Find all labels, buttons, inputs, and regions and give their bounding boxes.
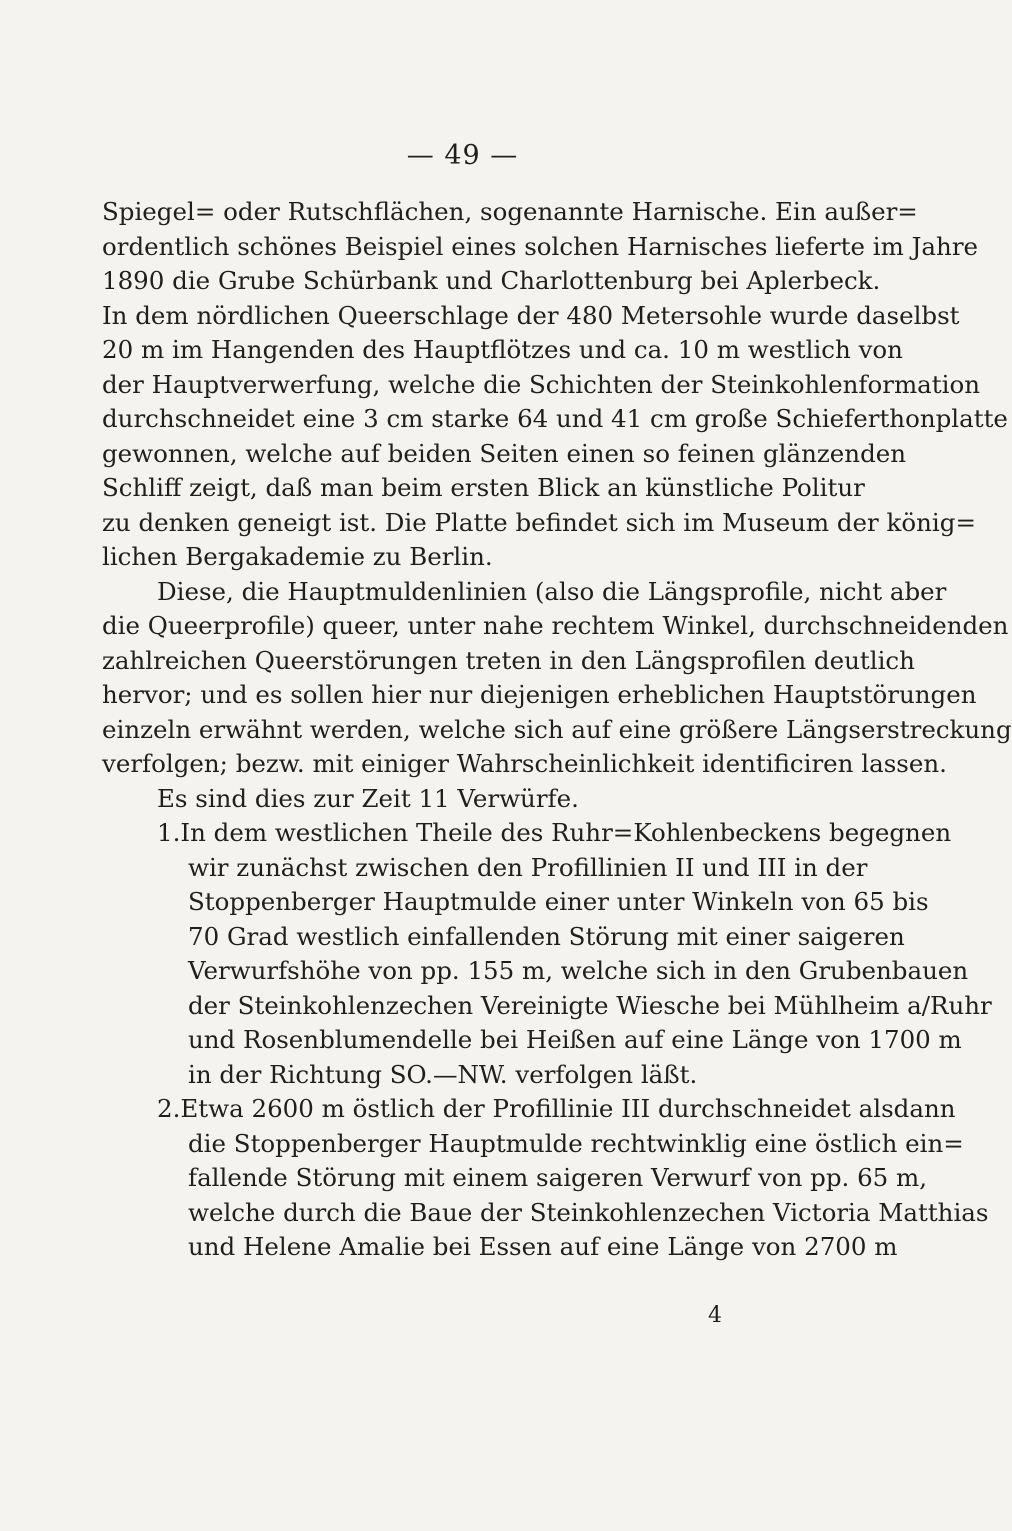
text-line: In dem westlichen Theile des Ruhr=Kohlenbeckens begegnen [180,818,952,847]
text-line: gewonnen, welche auf beiden Seiten einen so feinen glänzenden [102,438,907,468]
list-item-number: 1. [157,818,181,847]
text-line: Spiegel= oder Rutschflächen, sogenannte Harnische. Ein außer= [102,197,918,226]
text-line: Es sind dies zur Zeit 11 Verwürfe. [157,783,579,813]
text-line: wir zunächst zwischen den Profillinien II und III in der [188,852,868,882]
text-line: durchschneidet eine 3 cm starke 64 und 41 cm große Schieferthonplatte [102,404,1008,433]
text-line: Schliff zeigt, daß man beim ersten Blick an künstliche Politur [102,473,865,502]
text-line: und Helene Amalie bei Essen auf eine Länge von 2700 m [188,1232,898,1261]
text-line: verfolgen; bezw. mit einiger Wahrscheinlichkeit identificiren lassen. [102,749,947,778]
text-line: Etwa 2600 m östlich der Profillinie III durchschneidet alsdann [180,1094,956,1123]
text-line: 70 Grad westlich einfallenden Störung mit einer saigeren [188,921,905,951]
text-line: die Queerprofile) queer, unter nahe rechtem Winkel, durchschneidenden [102,611,1009,640]
text-line: einzeln erwähnt werden, welche sich auf eine größere Längserstreckung [102,714,1012,744]
text-line: Stoppenberger Hauptmulde einer unter Winkeln von 65 bis [188,887,929,916]
text-line: lichen Bergakademie zu Berlin. [102,542,493,571]
text-line: in der Richtung SO.—NW. verfolgen läßt. [188,1059,698,1089]
body-text [102,195,1012,1265]
list-item-1 [102,816,952,851]
text-line: welche durch die Baue der Steinkohlenzechen Victoria Matthias [188,1197,989,1227]
list-item-number: 2. [157,1094,181,1123]
text-line: Verwurfshöhe von pp. 155 m, welche sich in den Grubenbauen [188,956,969,985]
text-line: fallende Störung mit einem saigeren Verwurf von pp. 65 m, [188,1163,928,1192]
text-line: hervor; und es sollen hier nur diejenigen erheblichen Hauptstörungen [102,680,977,709]
list-item-2 [102,1092,956,1127]
signature-mark: 4 [708,1303,722,1328]
page-number: — 49 — [406,140,519,171]
text-line: Diese, die Hauptmuldenlinien (also die Längsprofile, nicht aber [157,576,947,606]
text-line: und Rosenblumendelle bei Heißen auf eine Länge von 1700 m [188,1025,962,1054]
text-line: 1890 die Grube Schürbank und Charlottenburg bei Aplerbeck. [102,266,881,295]
text-line: zu denken geneigt ist. Die Platte befindet sich im Museum der könig= [102,507,976,537]
text-line: der Steinkohlenzechen Vereinigte Wiesche bei Mühlheim a/Ruhr [188,990,992,1020]
text-line: 20 m im Hangenden des Hauptflötzes und ca. 10 m westlich von [102,335,903,364]
text-line: In dem nördlichen Queerschlage der 480 Metersohle wurde daselbst [102,300,960,330]
text-line: der Hauptverwerfung, welche die Schichten der Steinkohlenformation [102,369,981,399]
text-line: ordentlich schönes Beispiel eines solchen Harnisches lieferte im Jahre [102,231,979,261]
text-line: zahlreichen Queerstörungen treten in den Längsprofilen deutlich [102,645,915,675]
text-line: die Stoppenberger Hauptmulde rechtwinklig eine östlich ein= [188,1128,964,1158]
